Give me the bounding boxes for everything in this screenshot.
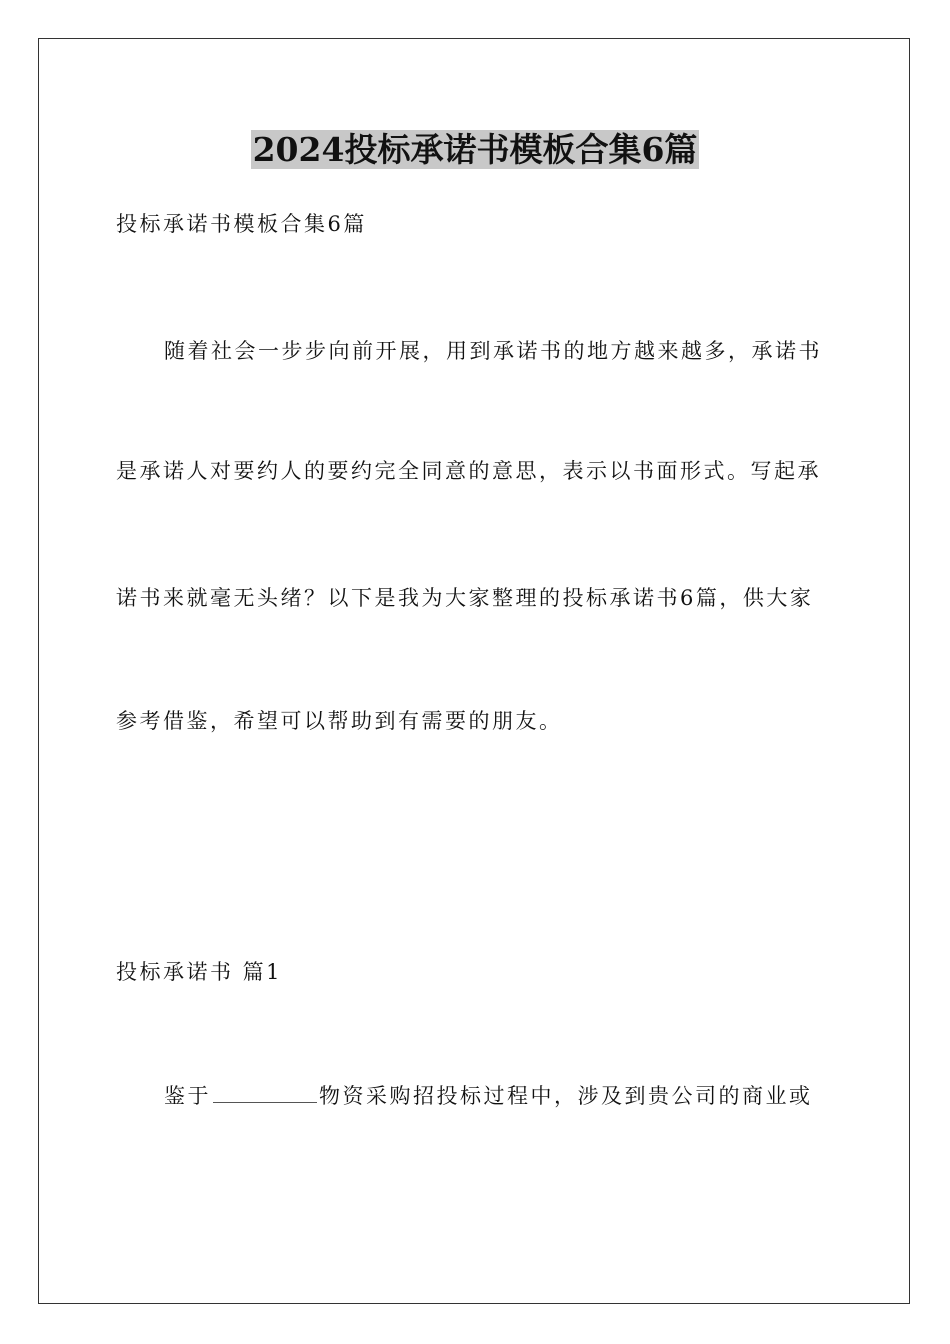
intro-paragraph-line-3: 诺书来就毫无头绪？以下是我为大家整理的投标承诺书6篇，供大家 (116, 586, 814, 610)
intro-paragraph-line-1: 随着社会一步步向前开展，用到承诺书的地方越来越多，承诺书 (164, 339, 822, 363)
fill-in-blank (213, 1082, 317, 1103)
intro-paragraph-line-2: 是承诺人对要约人的要约完全同意的意思，表示以书面形式。写起承 (116, 459, 821, 483)
document-title (0, 128, 950, 172)
intro-paragraph-line-4: 参考借鉴，希望可以帮助到有需要的朋友。 (116, 709, 563, 733)
section-heading: 投标承诺书 篇1 (116, 960, 283, 984)
body-paragraph-line-1 (164, 1081, 813, 1111)
title-text: 2024投标承诺书模板合集6篇 (252, 130, 698, 169)
body-suffix: 物资采购招投标过程中，涉及到贵公司的商业或 (319, 1084, 813, 1108)
document-subtitle: 投标承诺书模板合集6篇 (116, 212, 367, 236)
body-prefix: 鉴于 (164, 1084, 211, 1108)
